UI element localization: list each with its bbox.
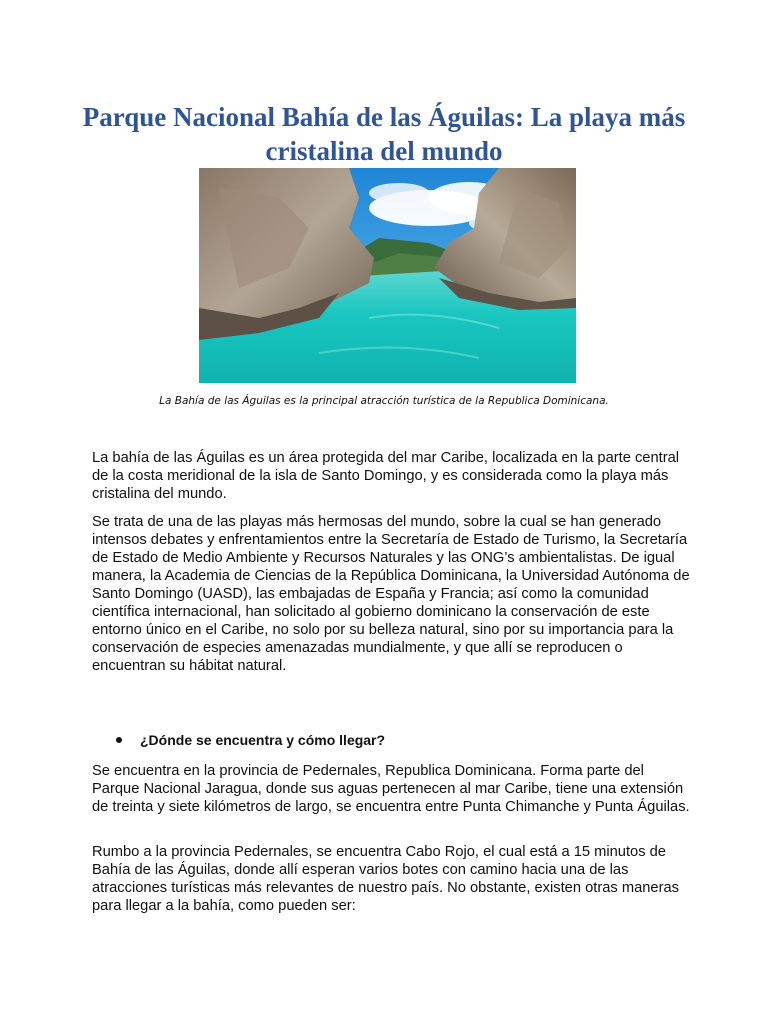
page-title: Parque Nacional Bahía de las Águilas: La playa más cristalina del mundo — [82, 102, 686, 166]
paragraph-route: Rumbo a la provincia Pedernales, se encuentra Cabo Rojo, el cual está a 15 minutos de Bahía de las Águilas, donde allí esperan varios botes con camino hacia una de las atracciones turísticas más relevantes de nuestro país. No obstante, existen otras maneras para llegar a la bahía, como pueden ser: — [92, 844, 679, 914]
bullet-item — [116, 732, 676, 748]
bullet-icon — [116, 737, 122, 743]
paragraph-location: Se encuentra en la provincia de Pedernales, Republica Dominicana. Forma parte del Parque Nacional Jaragua, donde sus aguas pertenecen al mar Caribe, tiene una extensión de treinta y siete kilómetros de largo, se encuentra entre Punta Chimanche y Punta Águilas. — [92, 763, 690, 815]
paragraph-debate: Se trata de una de las playas más hermosas del mundo, sobre la cual se han generado intensos debates y enfrentamientos entre la Secretaría de Estado de Turismo, la Secretaría de Estado de Medio Ambiente y Recursos Naturales y las ONG’s ambientalistas. De igual manera, la Academia de Ciencias de la República Dominicana, la Universidad Autónoma de Santo Domingo (UASD), las embajadas de España y Francia; así como la comunidad científica internacional, han solicitado al gobierno dominicano la conservación de este entorno único en el Caribe, no solo por su belleza natural, sino por su importancia para la conservación de especies amenazadas mundialmente, y que allí se reproducen o encuentran su hábitat natural. — [92, 514, 690, 674]
bullet-heading: ¿Dónde se encuentra y cómo llegar? — [140, 732, 386, 748]
paragraph-intro: La bahía de las Águilas es un área protegida del mar Caribe, localizada en la parte central de la costa meridional de la isla de Santo Domingo, y es considerada como la playa más cristalina del mundo. — [92, 450, 680, 502]
beach-lagoon-photo — [199, 168, 576, 383]
image-caption: La Bahía de las Águilas es la principal atracción turística de la Republica Dominicana. — [159, 395, 609, 407]
